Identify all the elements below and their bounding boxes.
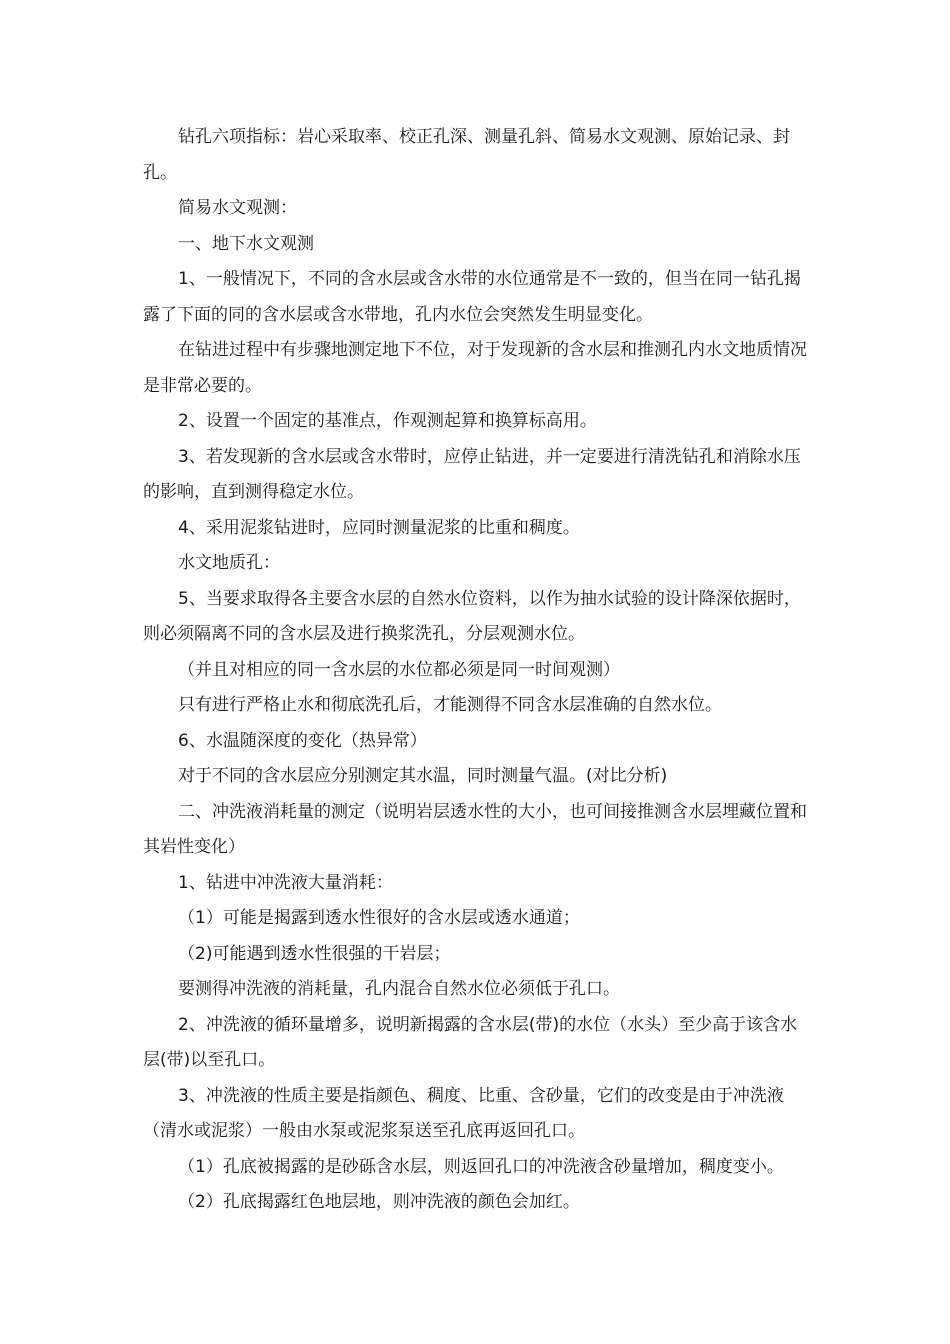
paragraph-flush-sub-1: （1）可能是揭露到透水性很好的含水层或透水通道； [178,908,580,928]
paragraph-item-2: 2、设置一个固定的基准点，作观测起算和换算标高用。 [178,411,597,431]
paragraph-item-4: 4、采用泥浆钻进时，应同时测量泥浆的比重和稠度。 [178,517,580,538]
section-heading-groundwater: 一、地下水文观测 [178,233,314,254]
document-body [143,120,808,1221]
paragraph-water-temperature: 对于不同的含水层应分别测定其水温，同时测量气温。(对比分析) [178,766,668,786]
paragraph-flush-sub-2: （2)可能遇到透水性很强的干岩层； [178,943,451,964]
paragraph-item-1: 1、一般情况下，不同的含水层或含水带的水位通常是不一致的，但当在同一钻孔揭露了下面的同的含水层或含水带地，孔内水位会突然发生明显变化。 [143,269,801,325]
paragraph-item-5: 5、当要求取得各主要含水层的自然水位资料，以作为抽水试验的设计降深依据时，则必须隔离不同的含水层及进行换浆洗孔，分层观测水位。 [143,588,801,644]
paragraph-water-stop: 只有进行严格止水和彻底洗孔后，才能测得不同含水层准确的自然水位。 [178,695,722,715]
paragraph-same-time-note: （并且对相应的同一含水层的水位都必须是同一时间观测） [178,659,620,680]
paragraph-item-3: 3、若发现新的含水层或含水带时，应停止钻进，并一定要进行清洗钻孔和消除水压的影响，直到测得稳定水位。 [143,446,801,502]
paragraph-simple-hydro-heading: 简易水文观测： [178,198,297,218]
paragraph-flush-item-2: 2、冲洗液的循环量增多，说明新揭露的含水层(带)的水位（水头）至少高于该含水层(带)以至孔口。 [143,1014,798,1070]
section-heading-flushing-fluid: 二、冲洗液消耗量的测定（说明岩层透水性的大小，也可间接推测含水层埋藏位置和其岩性变化） [143,801,807,857]
paragraph-item-6: 6、水温随深度的变化（热异常） [178,730,427,751]
paragraph-hydrogeology-hole: 水文地质孔： [178,553,280,573]
paragraph-consumption-measure: 要测得冲洗液的消耗量，孔内混合自然水位必须低于孔口。 [178,979,620,999]
paragraph-drilling-indicators: 钻孔六项指标：岩心采取率、校正孔深、测量孔斜、简易水文观测、原始记录、封孔。 [143,127,790,183]
paragraph-property-sub-1: （1）孔底被揭露的是砂砾含水层，则返回孔口的冲洗液含砂量增加，稠度变小。 [178,1156,784,1177]
paragraph-flush-item-1: 1、钻进中冲洗液大量消耗： [178,872,393,893]
paragraph-groundwater-measurement: 在钻进过程中有步骤地测定地下不位，对于发现新的含水层和推测孔内水文地质情况是非常必要的。 [143,340,807,396]
paragraph-property-sub-2: （2）孔底揭露红色地层地，则冲洗液的颜色会加红。 [178,1192,580,1212]
paragraph-flush-item-3: 3、冲洗液的性质主要是指颜色、稠度、比重、含砂量，它们的改变是由于冲洗液（清水或泥浆）一般由水泵或泥浆泵送至孔底再返回孔口。 [143,1085,784,1141]
